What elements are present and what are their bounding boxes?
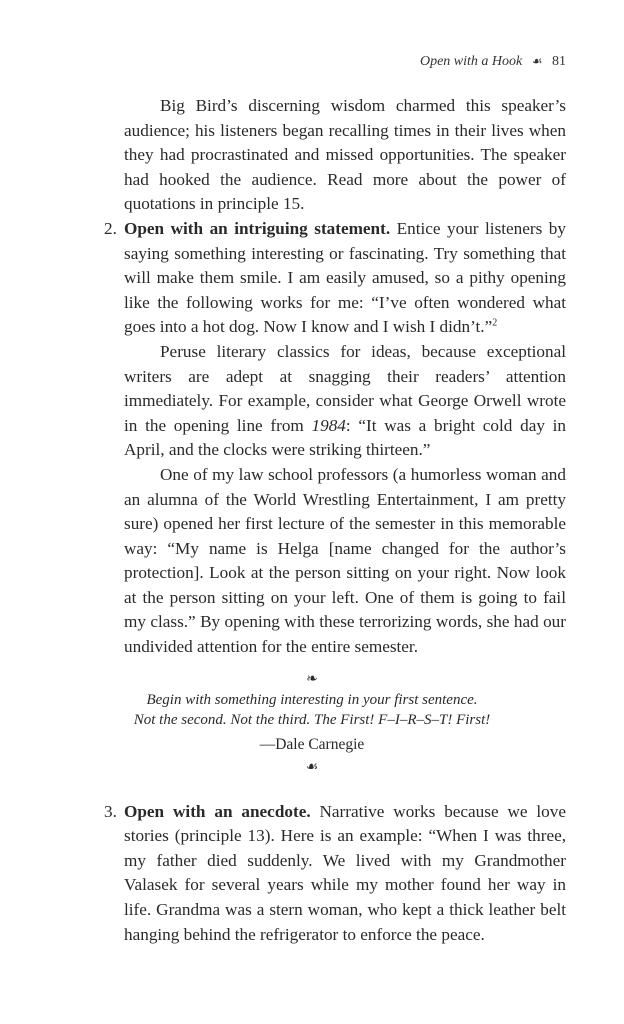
item-lead: Open with an intriguing statement. bbox=[124, 218, 391, 238]
footnote-marker: 2 bbox=[492, 317, 498, 329]
fleuron-icon: ❧ bbox=[306, 671, 318, 687]
page-number: 81 bbox=[552, 54, 566, 69]
running-head bbox=[420, 54, 566, 70]
item-number: 3. bbox=[104, 801, 117, 821]
fleuron-icon: ☙ bbox=[305, 759, 319, 775]
chapter-title: Open with a Hook bbox=[419, 54, 523, 69]
item-text: Narrative works because we love stories (principle 13). Here is an example: “When I was three, my father died suddenly. We lived with my Grandmother Valasek for several years while my mother found her way in life. Grandma was a stern woman, who kept a thick leather belt hanging behind the refrigerator to enforce the peace. bbox=[124, 801, 566, 944]
quote-attribution: —Dale Carnegie bbox=[259, 735, 365, 753]
paragraph-text: Peruse literary classics for ideas, because exceptional writers are adept at snagging their readers’ attention immediately. For example, consider what George Orwell wrote in the opening line from bbox=[124, 341, 566, 435]
ornament-icon: ☙ bbox=[531, 54, 543, 68]
item-text: Entice your listeners by saying something interesting or fascinating. Try something that will make them smile. I am easily amused, so a pithy opening like the following works for me: “I’ve often wondered what goes into a hot dog. Now I know and I wish I didn’t.” bbox=[124, 218, 566, 337]
list-item-2 bbox=[104, 217, 566, 340]
list-item-3 bbox=[104, 800, 566, 948]
quote-line-2: Not the second. Not the third. The First! F–I–R–S–T! First! bbox=[133, 711, 491, 728]
paragraph-continued: Big Bird’s discerning wisdom charmed this speaker’s audience; his listeners began recalling times in their lives when they had procrastinated and missed opportunities. The speaker had hooked the audience. Read more about the power of quotations in principle 15. bbox=[124, 96, 566, 214]
paragraph-text: : “It was a bright cold day in April, and the clocks were striking thirteen.” bbox=[124, 415, 566, 460]
book-title: 1984 bbox=[311, 415, 346, 435]
item-lead: Open with an anecdote. bbox=[124, 801, 311, 821]
epigraph-quote bbox=[0, 670, 624, 778]
item-number: 2. bbox=[104, 218, 117, 238]
paragraph-professor: One of my law school professors (a humorless woman and an alumna of the World Wrestling Entertainment, I am pretty sure) opened her first lecture of the semester in this memorable way: “My name is Helga [name changed for the author’s protection]. Look at the person sitting on your right. Now look at the person sitting on your left. One of them is going to fail my class.” By opening with these terrorizing words, she had our undivided attention for the entire semester. bbox=[124, 464, 566, 657]
body-text bbox=[0, 94, 624, 947]
paragraph-orwell bbox=[124, 340, 566, 463]
quote-line-1: Begin with something interesting in your first sentence. bbox=[146, 691, 478, 708]
